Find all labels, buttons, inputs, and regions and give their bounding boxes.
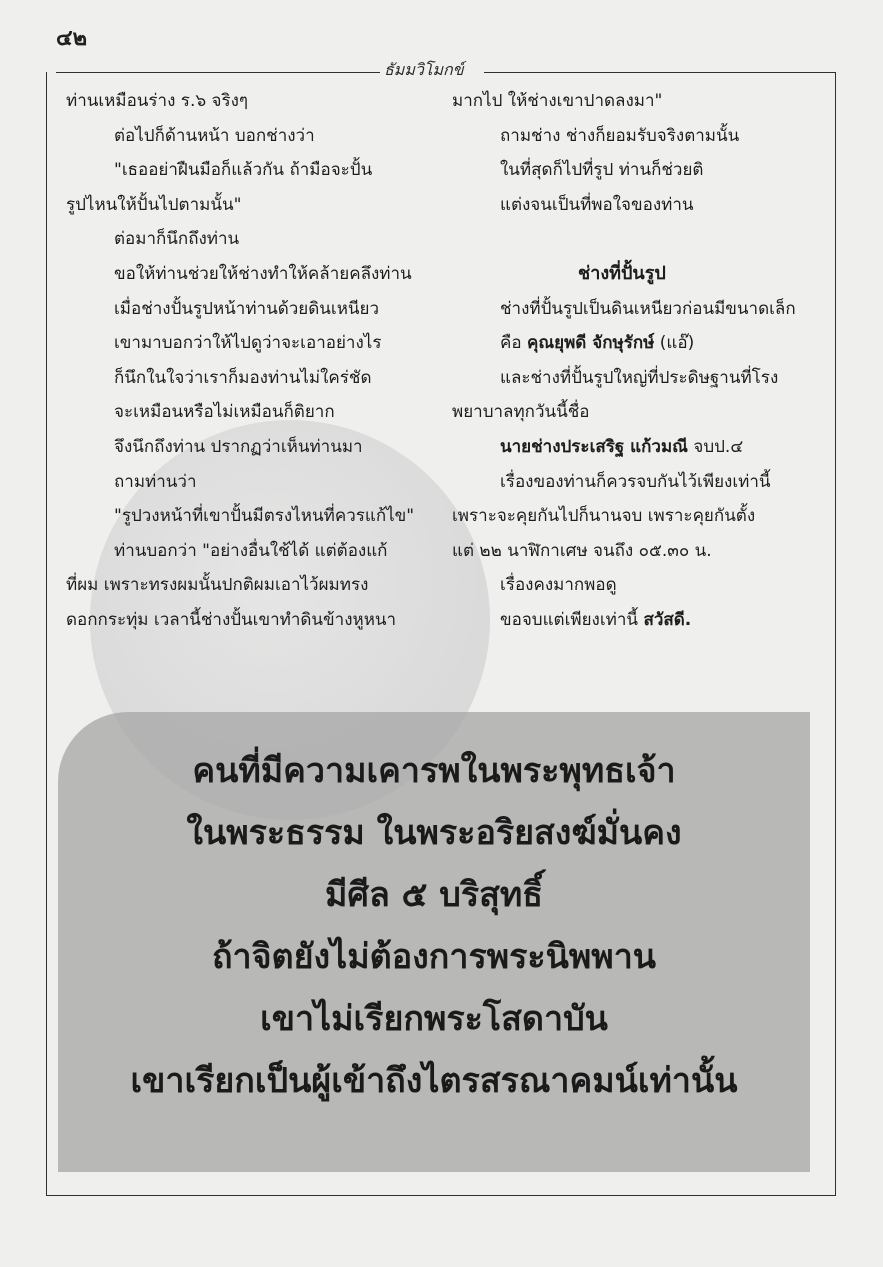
sculptor-name-1: คุณยุพดี จักษุรักษ์ [527,333,655,354]
left-line-11: จึงนึกถึงท่าน ปรากฏว่าเห็นท่านมา [114,436,363,457]
right-column [452,84,824,638]
left-line-1: ท่านเหมือนร่าง ร.๖ จริงๆ [66,91,249,111]
quote-line-2: ในพระธรรม ในพระอริยสงฆ์มั่นคง [186,813,682,853]
left-column [66,84,442,638]
left-line-6: ขอให้ท่านช่วยให้ช่างทำให้คล้ายคลึงท่าน [114,263,412,284]
text-suffix: จบป.๔ [687,436,744,457]
left-line-14: ท่านบอกว่า "อย่างอื่นใช้ได้ แต่ต้องแก้ [114,540,388,561]
text-suffix: (แอ๊) [654,333,695,354]
right-line-11 [452,430,824,465]
left-line-4: รูปไหนให้ปั้นไปตามนั้น" [66,194,242,215]
quote-line-1: คนที่มีความเคารพในพระพุทธเจ้า [192,751,676,791]
left-line-2: ต่อไปก็ด้านหน้า บอกช่างว่า [114,125,315,146]
left-line-10: จะเหมือนหรือไม่เหมือนก็ติยาก [114,402,335,423]
left-line-8: เขามาบอกว่าให้ไปดูว่าจะเอาอย่างไร [114,333,382,354]
left-line-12: ถามท่านว่า [114,471,197,492]
quote-line-5: เขาไม่เรียกพระโสดาบัน [260,999,608,1039]
right-line-1: มากไป ให้ช่างเขาปาดลงมา" [452,91,663,111]
left-line-3: "เธออย่าฝืนมือก็แล้วกัน ถ้ามือจะปั้น [114,160,373,181]
right-line-9: และช่างที่ปั้นรูปใหญ่ที่ประดิษฐานที่โรง [500,367,779,388]
closing-bold: สวัสดี. [643,609,692,630]
left-line-7: เมื่อช่างปั้นรูปหน้าท่านด้วยดินเหนียว [114,298,380,319]
right-line-10: พยาบาลทุกวันนี้ชื่อ [452,402,590,423]
right-line-14: แต่ ๒๒ นาฬิกาเศษ จนถึง ๐๕.๓๐ น. [452,540,712,561]
right-line-2: ถามช่าง ช่างก็ยอมรับจริงตามนั้น [500,125,740,146]
left-line-16: ดอกกระทุ่ม เวลานี้ช่างปั้นเขาทำดินข้างหูหนา [66,609,397,630]
right-line-12: เรื่องของท่านก็ควรจบกันไว้เพียงเท่านี้ [500,471,771,492]
right-spacer [452,222,824,257]
frame-top-rule [484,72,836,73]
section-heading: ช่างที่ปั้นรูป [578,262,666,284]
page-number: ๔๒ [56,26,88,51]
text-prefix: คือ [500,333,527,354]
left-line-15: ที่ผม เพราะทรงผมนั้นปกติผมเอาไว้ผมทรง [66,575,369,596]
right-line-16 [452,603,824,638]
sculptor-name-2: นายช่างประเสริฐ แก้วมณี [500,436,688,457]
right-line-4: แต่งจนเป็นที่พอใจของท่าน [500,194,694,215]
quote-line-3: มีศีล ๕ บริสุทธิ์ [325,875,543,915]
quote-text [58,740,810,1112]
right-line-15: เรื่องคงมากพอดู [500,575,617,596]
quote-line-4: ถ้าจิตยังไม่ต้องการพระนิพพาน [211,937,657,977]
closing-text: ขอจบแต่เพียงเท่านี้ [500,609,644,630]
right-line-3: ในที่สุดก็ไปที่รูป ท่านก็ช่วยติ [500,160,704,181]
running-header: ธัมมวิโมกข์ [384,60,464,79]
quote-line-6: เขาเรียกเป็นผู้เข้าถึงไตรสรณาคมน์เท่านั้น [130,1061,738,1101]
left-line-13: "รูปวงหน้าที่เขาปั้นมีตรงไหนที่ควรแก้ไข" [114,506,415,527]
right-line-13: เพราะจะคุยกันไปก็นานจบ เพราะคุยกันตั้ง [452,506,756,527]
right-line-7: ช่างที่ปั้นรูปเป็นดินเหนียวก่อนมีขนาดเล็ก [500,298,796,319]
left-line-9: ก็นึกในใจว่าเราก็มองท่านไม่ใคร่ชัด [114,367,372,388]
left-line-5: ต่อมาก็นึกถึงท่าน [114,229,240,250]
right-line-8 [452,326,824,361]
